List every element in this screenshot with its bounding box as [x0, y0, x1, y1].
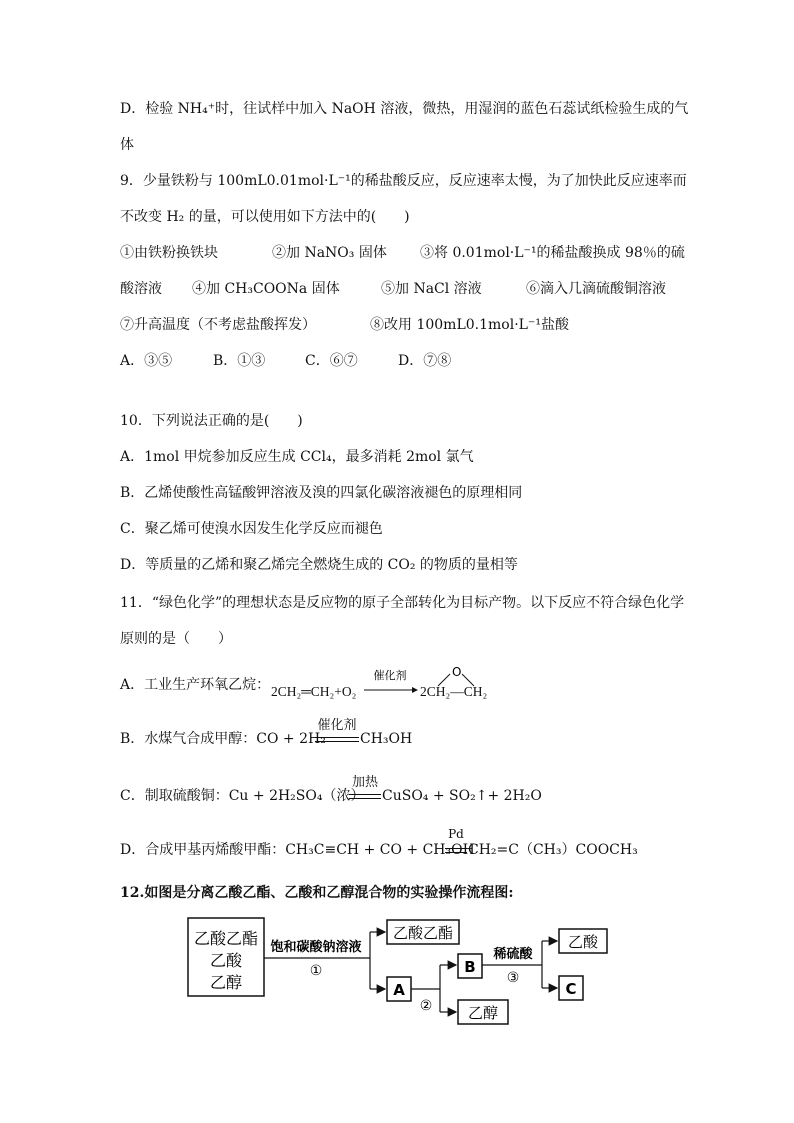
- q12-output-ethanol: 乙醇: [467, 1004, 499, 1022]
- q11-option-a-label: A．工业生产环氧乙烷：: [120, 677, 271, 693]
- q11-option-a-catalyst: 催化剂: [373, 669, 407, 682]
- q11-option-c-label: C．制取硫酸铜：Cu + 2H₂SO₄（浓）: [120, 788, 365, 804]
- q12-flow-diagram: [180, 912, 620, 1032]
- q9-choice-b: B．①③: [213, 353, 266, 369]
- q12-reagent-3: 稀硫酸: [493, 947, 533, 962]
- q9-stem-line1: 9．少量铁粉与 100mL0.01mol·L⁻¹的稀盐酸反应，反应速率太慢，为了加快此反应速率而: [120, 173, 687, 189]
- q9-option-8: ⑧改用 100mL0.1mol·L⁻¹盐酸: [370, 317, 569, 333]
- q11-option-d-catalyst: Pd: [448, 827, 464, 841]
- q11-option-d-label: D．合成甲基丙烯酸甲酯：CH₃C≡CH + CO + CH₃OH: [120, 842, 475, 858]
- q10-option-d: D．等质量的乙烯和聚乙烯完全燃烧生成的 CO₂ 的物质的量相等: [120, 557, 518, 573]
- q11-option-a-epoxide-bridge: [430, 664, 490, 690]
- q11-option-c-condition: 加热: [351, 775, 378, 790]
- q11-option-d-product: CH₂=C（CH₃）COOCH₃: [468, 842, 638, 858]
- q9-option-3-line2: 酸溶液: [120, 281, 162, 297]
- q11-stem-line2: 原则的是（ ）: [120, 631, 232, 647]
- q11-option-a-oxygen: O: [452, 665, 462, 679]
- q12-box-c-label: C: [565, 980, 577, 998]
- q11-option-b-equals: [315, 737, 359, 742]
- q9-option-4: ④加 CH₃COONa 固体: [192, 281, 340, 297]
- q9-choice-a: A．③⑤: [120, 353, 173, 369]
- q12-mixture-ester: 乙酸乙酯: [193, 929, 259, 948]
- q12-step-1: ①: [309, 963, 323, 979]
- q12-step-3: ③: [506, 970, 520, 986]
- q12-box-b-label: B: [464, 958, 476, 976]
- q9-choice-c: C．⑥⑦: [305, 353, 358, 369]
- q12-step-2: ②: [419, 998, 433, 1014]
- q9-option-3-line1: ③将 0.01mol·L⁻¹的稀盐酸换成 98％的硫: [420, 245, 685, 261]
- q11-option-c-product: CuSO₄ + SO₂↑+ 2H₂O: [382, 788, 542, 804]
- q12-box-a-label: A: [393, 981, 405, 999]
- q9-option-5: ⑤加 NaCl 溶液: [381, 281, 482, 297]
- q11-option-a-product: 2CH₂—CH₂: [420, 684, 488, 699]
- q9-option-6: ⑥滴入几滴硫酸铜溶液: [526, 281, 666, 297]
- q9-option-7: ⑦升高温度（不考虑盐酸挥发）: [120, 317, 316, 333]
- q12-stem: 12.如图是分离乙酸乙酯、乙酸和乙醇混合物的实验操作流程图:: [120, 885, 514, 901]
- q10-option-a: A．1mol 甲烷参加反应生成 CCl₄，最多消耗 2mol 氯气: [120, 449, 474, 465]
- q12-reagent-1: 饱和碳酸钠溶液: [270, 940, 362, 955]
- q10-option-b: B．乙烯使酸性高锰酸钾溶液及溴的四氯化碳溶液褪色的原理相同: [120, 485, 523, 501]
- q8-option-d-line1: D．检验 NH₄⁺时，往试样中加入 NaOH 溶液，微热，用湿润的蓝色石蕊试纸检验生成的气: [120, 101, 689, 117]
- q9-option-1: ①由铁粉换铁块: [120, 245, 218, 261]
- q9-option-2: ②加 NaNO₃ 固体: [272, 245, 387, 261]
- q11-option-d-equals: [445, 848, 467, 853]
- q11-option-c-equals: [349, 794, 381, 799]
- q11-stem-line1: 11．“绿色化学”的理想状态是反应物的原子全部转化为目标产物。以下反应不符合绿色化学: [120, 595, 685, 611]
- q9-stem-line2: 不改变 H₂ 的量，可以使用如下方法中的( ): [120, 209, 410, 225]
- q9-choice-d: D．⑦⑧: [398, 353, 452, 369]
- q12-mixture-ethanol: 乙醇: [209, 973, 243, 992]
- q10-option-c: C．聚乙烯可使溴水因发生化学反应而褪色: [120, 521, 383, 537]
- q12-mixture-acid: 乙酸: [209, 951, 243, 970]
- q12-output-acid: 乙酸: [567, 933, 599, 951]
- q10-stem: 10．下列说法正确的是( ): [120, 413, 303, 429]
- q11-option-a-arrow: [362, 668, 418, 698]
- q11-option-b-label: B．水煤气合成甲醇：CO + 2H₂: [120, 731, 326, 747]
- q11-option-a-reactants: 2CH₂═CH₂+O₂: [271, 684, 357, 699]
- q8-option-d-line2: 体: [120, 137, 134, 153]
- q11-option-b-catalyst: 催化剂: [317, 718, 357, 733]
- q12-output-ester: 乙酸乙酯: [392, 924, 454, 942]
- q11-option-b-product: CH₃OH: [360, 731, 413, 747]
